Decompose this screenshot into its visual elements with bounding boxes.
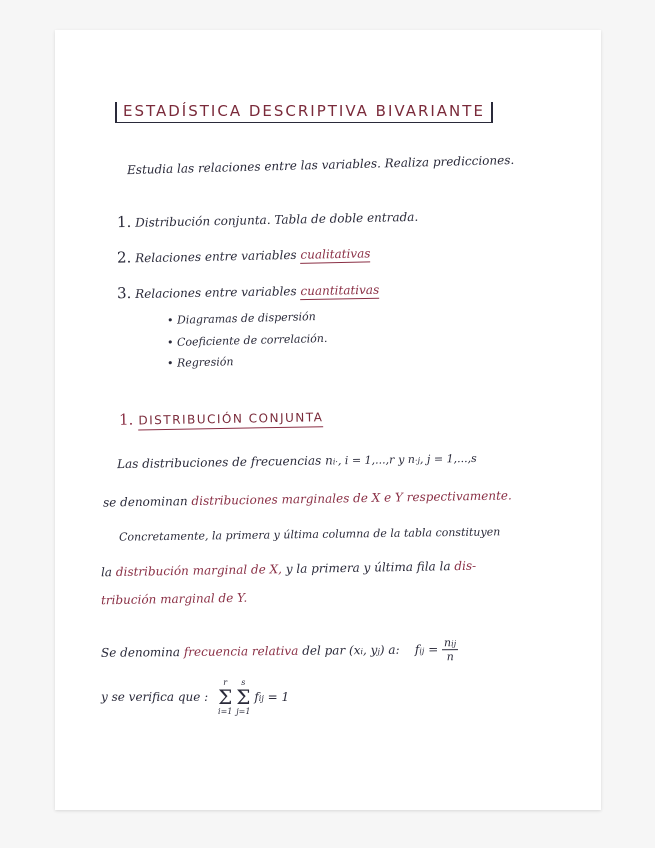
page-title: ESTADÍSTICA DESCRIPTIVA BIVARIANTE: [115, 102, 493, 123]
relative-frequency-definition: Se denomina frecuencia relativa del par (xi, yj) a: fij = $\frac{\text{nij}}{n}$: [101, 636, 458, 667]
list-item: 3. Relaciones entre variables cuantitativas: [116, 282, 380, 303]
paragraph-line: tribución marginal de Y.: [100, 590, 248, 608]
subitem: • Regresión: [166, 355, 234, 370]
notebook-page: [55, 30, 601, 810]
fraction: $\frac{\text{nij}}{n}$: [442, 636, 458, 663]
sum-identity: y se verifica que : r Σ i=1 s Σ j=1 fij = 1: [101, 678, 290, 716]
paragraph-line: Concretamente, la primera y última columna de la tabla constituyen: [118, 525, 501, 544]
sum-symbol: r Σ i=1: [218, 678, 233, 716]
list-item: 2. Relaciones entre variables cualitativas: [116, 246, 371, 267]
subitem: • Coeficiente de correlación.: [166, 331, 328, 350]
list-item: 1. Distribución conjunta. Tabla de doble entrada.: [116, 209, 419, 232]
paragraph-line: Las distribuciones de frecuencias ni·, i = 1,...,r y n·j, j = 1,...,s: [116, 451, 477, 472]
sum-symbol: s Σ j=1: [236, 678, 251, 716]
paragraph-line: la distribución marginal de X, y la primera y última fila la dis-: [100, 558, 477, 580]
subitem: • Diagramas de dispersión: [166, 310, 316, 327]
section-heading: 1. DISTRIBUCIÓN CONJUNTA: [118, 410, 324, 429]
paragraph-line: se denominan distribuciones marginales de X e Y respectivamente.: [102, 488, 512, 510]
intro-text: Estudia las relaciones entre las variables. Realiza predicciones.: [126, 152, 515, 178]
